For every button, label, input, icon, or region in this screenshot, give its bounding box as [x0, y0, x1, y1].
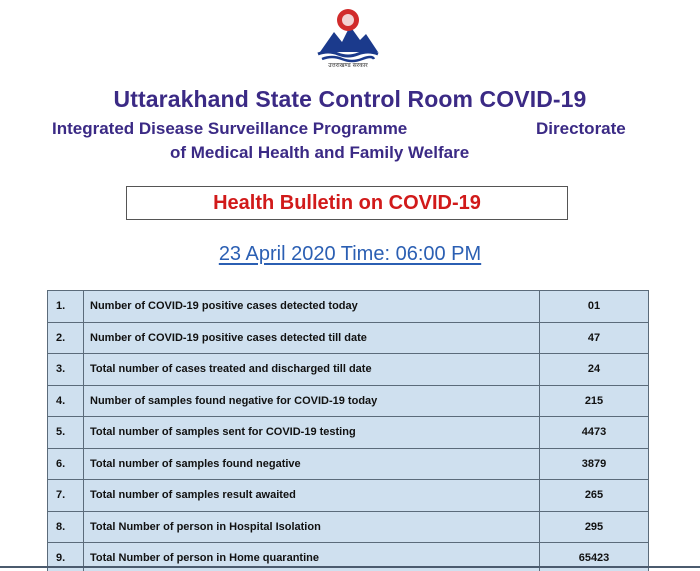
row-number: 5. — [48, 417, 84, 449]
table-row — [48, 291, 649, 323]
row-description: Total number of cases treated and discharged till date — [84, 354, 540, 386]
row-value: 01 — [540, 291, 649, 323]
row-value: 265 — [540, 480, 649, 512]
row-value: 65423 — [540, 543, 649, 571]
row-number: 2. — [48, 322, 84, 354]
bottom-divider — [0, 566, 700, 568]
page-title: Uttarakhand State Control Room COVID-19 — [113, 86, 587, 112]
bulletin-datetime: 23 April 2020 Time: 06:00 PM — [218, 243, 482, 265]
row-number: 8. — [48, 511, 84, 543]
table-row — [48, 480, 649, 512]
row-description: Total Number of person in Home quarantine — [84, 543, 540, 571]
row-value: 47 — [540, 322, 649, 354]
subtitle-directorate: Directorate — [536, 119, 626, 138]
table-row — [48, 322, 649, 354]
bulletin-table — [47, 290, 649, 571]
row-number: 3. — [48, 354, 84, 386]
table-row — [48, 511, 649, 543]
row-value: 4473 — [540, 417, 649, 449]
row-value: 295 — [540, 511, 649, 543]
row-number: 6. — [48, 448, 84, 480]
logo-caption: उत्तराखण्ड सरकार — [328, 62, 368, 69]
row-value: 3879 — [540, 448, 649, 480]
row-number: 9. — [48, 543, 84, 571]
subtitle-department: of Medical Health and Family Welfare — [170, 143, 470, 162]
row-description: Total number of samples sent for COVID-19 testing — [84, 417, 540, 449]
table-row — [48, 448, 649, 480]
subtitle-programme: Integrated Disease Surveillance Programme — [52, 119, 408, 138]
row-description: Number of samples found negative for COVID-19 today — [84, 385, 540, 417]
row-value: 215 — [540, 385, 649, 417]
bulletin-heading-box — [126, 186, 568, 220]
table-row — [48, 354, 649, 386]
bulletin-heading: Health Bulletin on COVID-19 — [213, 191, 481, 214]
row-description: Total Number of person in Hospital Isolation — [84, 511, 540, 543]
row-number: 4. — [48, 385, 84, 417]
table-row — [48, 417, 649, 449]
row-description: Total number of samples found negative — [84, 448, 540, 480]
row-description: Total number of samples result awaited — [84, 480, 540, 512]
row-description: Number of COVID-19 positive cases detected till date — [84, 322, 540, 354]
row-description: Number of COVID-19 positive cases detected today — [84, 291, 540, 323]
table-row — [48, 385, 649, 417]
row-number: 1. — [48, 291, 84, 323]
row-value: 24 — [540, 354, 649, 386]
row-number: 7. — [48, 480, 84, 512]
